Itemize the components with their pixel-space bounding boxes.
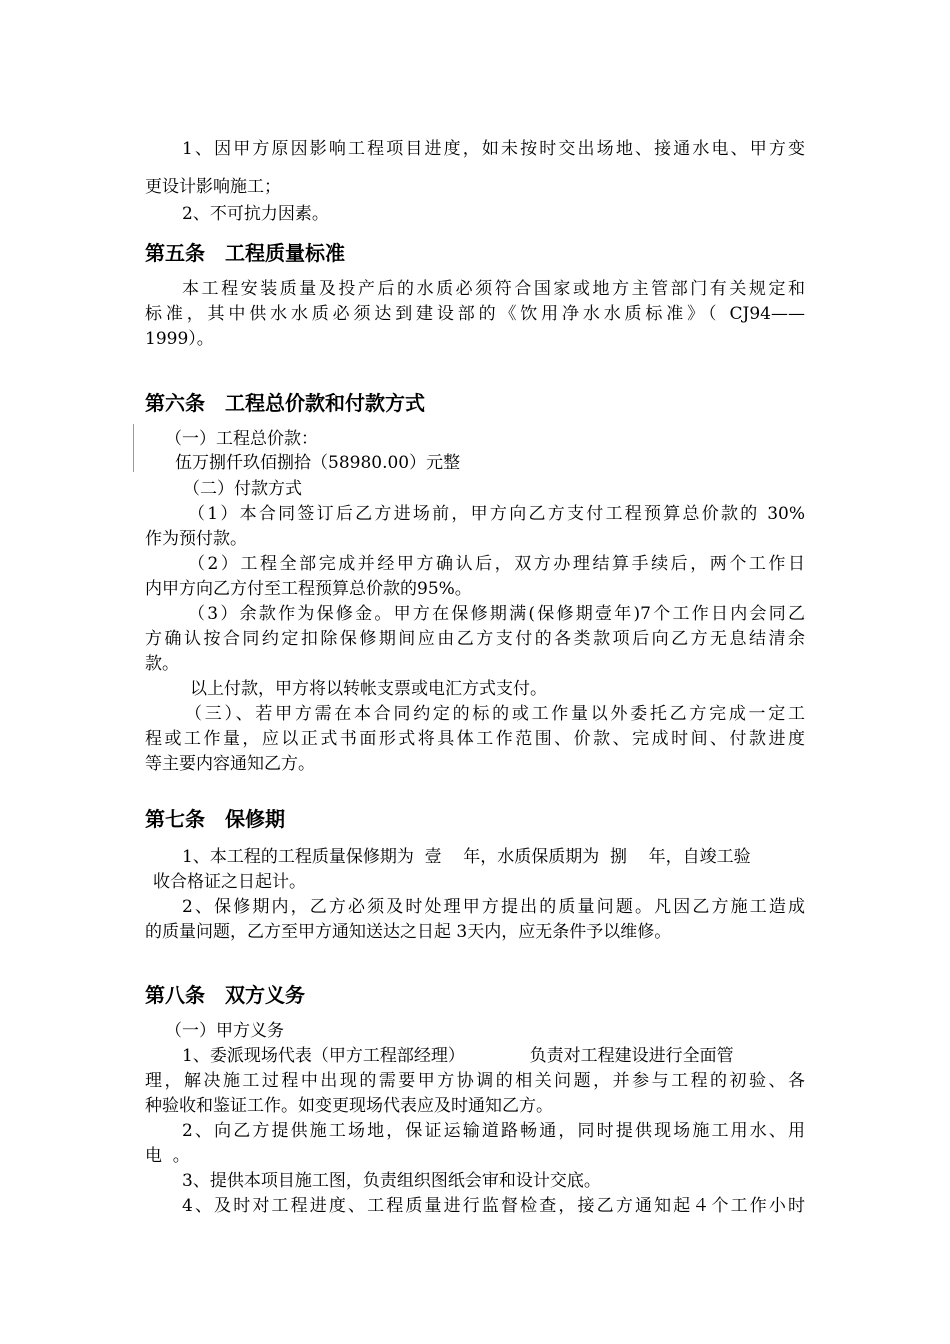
payment-item-3b-line-3: 等主要内容通知乙方。 bbox=[145, 754, 315, 774]
payment-item-3b-line-1: （三）、若甲方需在本合同约定的标的或工作量以外委托乙方完成一定工 bbox=[185, 704, 805, 724]
article-5-paragraph-line-2: 标准，其中供水水质必须达到建设部的《饮用净水水质标准》（ CJ94—— bbox=[145, 304, 805, 324]
revision-bar bbox=[133, 424, 134, 472]
warranty-item-1-line-2: 收合格证之日起计。 bbox=[153, 872, 306, 892]
payment-item-1-line-2: 作为预付款。 bbox=[145, 529, 247, 549]
total-price-amount: 伍万捌仟玖佰捌拾（58980.00）元整 bbox=[175, 453, 461, 473]
payment-item-3-line-2: 方确认按合同约定扣除保修期间应由乙方支付的各类款项后向乙方无息结清余 bbox=[145, 629, 805, 649]
article-7-heading: 第七条 保修期 bbox=[145, 807, 285, 831]
warranty-item-2-line-2: 的质量问题，乙方至甲方通知送达之日起 3天内，应无条件予以维修。 bbox=[145, 922, 672, 942]
duty-1-line-3: 种验收和鉴证工作。如变更现场代表应及时通知乙方。 bbox=[145, 1096, 553, 1116]
duty-3: 3、提供本项目施工图，负责组织图纸会审和设计交底。 bbox=[182, 1171, 601, 1191]
article-5-paragraph-line-1: 本工程安装质量及投产后的水质必须符合国家或地方主管部门有关规定和 bbox=[182, 279, 805, 299]
clause-4-item-2: 2、不可抗力因素。 bbox=[182, 204, 329, 224]
warranty-item-1-line-1: 1、本工程的工程质量保修期为 壹 年，水质保质期为 捌 年，自竣工验 bbox=[182, 847, 751, 867]
payment-means: 以上付款，甲方将以转帐支票或电汇方式支付。 bbox=[190, 679, 547, 699]
duty-2-line-2: 电 。 bbox=[145, 1146, 190, 1166]
duty-1-line-1: 1、委派现场代表（甲方工程部经理） 负责对工程建设进行全面管 bbox=[182, 1046, 734, 1066]
duty-1-line-2: 理，解决施工过程中出现的需要甲方协调的相关问题，并参与工程的初验、各 bbox=[145, 1071, 805, 1091]
duty-4-line-1: 4、及时对工程进度、工程质量进行监督检查，接乙方通知起４个工作小时 bbox=[182, 1196, 805, 1216]
payment-item-2-line-1: （2）工程全部完成并经甲方确认后，双方办理结算手续后，两个工作日 bbox=[188, 554, 805, 574]
article-5-paragraph-line-3: 1999）。 bbox=[145, 329, 214, 349]
warranty-item-2-line-1: 2、保修期内，乙方必须及时处理甲方提出的质量问题。凡因乙方施工造成 bbox=[182, 897, 805, 917]
party-a-duties-label: （一）甲方义务 bbox=[165, 1021, 284, 1041]
payment-item-3-line-3: 款。 bbox=[145, 654, 179, 674]
article-6-heading: 第六条 工程总价款和付款方式 bbox=[145, 391, 425, 415]
duty-2-line-1: 2、向乙方提供施工场地，保证运输道路畅通，同时提供现场施工用水、用 bbox=[182, 1121, 805, 1141]
payment-item-2-line-2: 内甲方向乙方付至工程预算总价款的95%。 bbox=[145, 579, 472, 599]
clause-4-item-1-line-2: 更设计影响施工； bbox=[145, 177, 281, 197]
article-8-heading: 第八条 双方义务 bbox=[145, 983, 305, 1007]
total-price-label: （一）工程总价款： bbox=[165, 429, 318, 449]
article-5-heading: 第五条 工程质量标准 bbox=[145, 241, 345, 265]
payment-item-3b-line-2: 程或工作量，应以正式书面形式将具体工作范围、价款、完成时间、付款进度 bbox=[145, 729, 805, 749]
payment-method-label: （二）付款方式 bbox=[183, 479, 302, 499]
payment-item-1-line-1: （1）本合同签订后乙方进场前，甲方向乙方支付工程预算总价款的 30% bbox=[188, 504, 805, 524]
payment-item-3-line-1: （3）余款作为保修金。甲方在保修期满(保修期壹年)7个工作日内会同乙 bbox=[188, 604, 805, 624]
clause-4-item-1-line-1: 1、因甲方原因影响工程项目进度，如未按时交出场地、接通水电、甲方变 bbox=[182, 139, 805, 159]
